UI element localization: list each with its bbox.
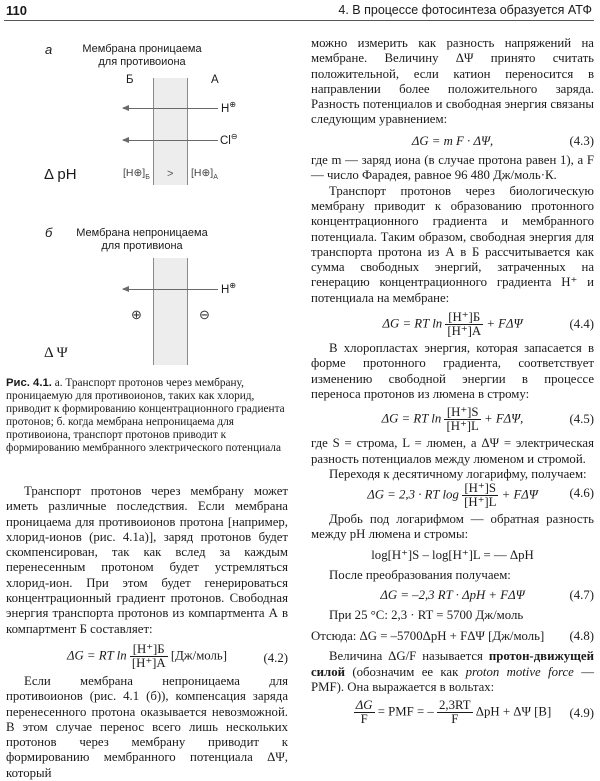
caption-text: а. Транспорт протонов через мембрану, проницаемую для противоионов, таких как хлорид, приводит к формированию концентрационного градиента протонов; б. когда мембрана непроницаема для противоиона, транспорт протонов приводит к формированию мембранного электрического потенциала bbox=[6, 377, 285, 455]
left-column bbox=[6, 484, 288, 781]
panel-a-title: Мембрана проницаема для противоиона bbox=[82, 43, 202, 68]
running-title: 4. В процессе фотосинтеза образуется АТФ bbox=[338, 3, 592, 17]
h-ion-arrow-b bbox=[123, 289, 218, 290]
h-ion-label: H⊕ bbox=[221, 100, 237, 115]
paragraph: где m — заряд иона (в случае протона равен 1), а F — число Фарадея, равное 96 480 Дж/моль·К. bbox=[311, 153, 594, 183]
panel-letter-a: а bbox=[45, 42, 53, 57]
paragraph: Транспорт протонов через мембрану может иметь различные последствия. Если мембрана проницаема для противоионов протона [например, хлорид-ионов (рис. 4.1а)], заряд протонов будет скомпенсирован, так как вслед за каждым перенесенным протоном будет устремляться хлорид-ион. При этом будет генерироваться концентрационный градиент протонов. Свободная энергия транспорта протонов из компартмента А в компартмент Б составляет: bbox=[6, 484, 288, 636]
figure-panel-b bbox=[0, 0, 300, 380]
equation-4-7: ΔG = –2,3 RT · ΔpH + FΔΨ (4.7) bbox=[380, 588, 594, 603]
panel-b-title: Мембрана непроницаема для противиона bbox=[76, 227, 208, 252]
greater-than: > bbox=[167, 168, 174, 180]
page-number: 110 bbox=[6, 3, 27, 18]
negative-charge-icon: ⊖ bbox=[199, 307, 210, 322]
conc-right: $[H\oplus]_А$ bbox=[191, 167, 218, 182]
panel-letter-b: б bbox=[45, 225, 53, 240]
paragraph: Дробь под логарифмом — обратная разность между pH люмена и стромы: bbox=[311, 512, 594, 542]
paragraph: После преобразования получаем: bbox=[329, 568, 511, 583]
paragraph: можно измерить как разность напряжений на мембране. Величину ΔΨ принято считать положительной, если катион переносится в направлении более положительного заряда. Разность потенциалов и свободная энергия связаны следующим уравнением: bbox=[311, 36, 594, 127]
equation-4-9: $\frac{\Delta G}{F}$ = PMF = – $\frac{2,3RT}{F}$ ΔpH + ΔΨ [B] (4.9) bbox=[355, 698, 594, 727]
paragraph: В хлоропластах энергия, которая запасается в форме протонного градиента, соответствует изменению свободной энергии в процессе переноса протонов из люмена в строму: bbox=[311, 341, 594, 401]
delta-psi-label: Δ Ψ bbox=[44, 345, 68, 361]
equation-4-5: ΔG = RT ln $\frac{[H^+]S}{[H^+]L}$ + FΔΨ, (4.5) bbox=[381, 405, 594, 434]
equation-4-6: ΔG = 2,3 · RT log $\frac{[H^+]S}{[H^+]L}$ + FΔΨ (4.6) bbox=[367, 481, 594, 510]
compartment-a-label: А bbox=[211, 74, 219, 86]
cl-ion-label: Cl⊖ bbox=[220, 132, 238, 147]
compartment-b-label: Б bbox=[126, 74, 134, 86]
paragraph: Величина ΔG/F называется протон-движущей силой (обозначим ее как proton motive force — PMF). Она выражается в вольтах: bbox=[311, 649, 594, 694]
figure-caption bbox=[6, 377, 296, 456]
paragraph: Переходя к десятичному логарифму, получаем: bbox=[329, 466, 587, 481]
paragraph: Если мембрана непроницаема для противоионов (рис. 4.1 (б)), компенсация заряда перенесенного протона оказывается невозможной. В этом случае перенос всего лишь нескольких протонов через мембрану приводит к формированию мембранного потенциала ΔΨ, который bbox=[6, 673, 288, 780]
equation-4-8: Отсюда: ΔG = –5700ΔpH + FΔΨ [Дж/моль] (4.8) bbox=[311, 628, 594, 643]
equation-4-3: ΔG = m F · ΔΨ, (4.3) bbox=[411, 133, 594, 148]
conc-left: $[H\oplus]_Б$ bbox=[123, 167, 150, 182]
term-proton-motive-force: протон-движущей силой bbox=[311, 649, 594, 679]
positive-charge-icon: ⊕ bbox=[131, 307, 142, 322]
paragraph: где S = строма, L = люмен, а ΔΨ = электрическая разность потенциалов между люменом и стромой. bbox=[311, 436, 594, 466]
equation-4-2: ΔG = RT ln $\frac{[H^+]Б}{[H^+]А}$ [Дж/моль] (4.2) bbox=[66, 641, 288, 670]
paragraph: Транспорт протонов через биологическую мембрану приводит к образованию протонного концентрационного градиента и мембранного потенциала. Таким образом, свободная энергия для транспорта протона из А в Б рассчитывается как сумма свободных энергий, затраченных на генерацию концентрационного градиента H⁺ и потенциала на мембране: bbox=[311, 183, 594, 305]
temperature-line: При 25 °C: 2,3 · RT = 5700 Дж/моль bbox=[329, 607, 524, 622]
equation-4-4: ΔG = RT ln $\frac{[H^+]Б}{[H^+]А}$ + FΔΨ (4.4) bbox=[382, 310, 594, 339]
caption-label: Рис. 4.1. bbox=[6, 377, 52, 389]
right-column bbox=[311, 36, 594, 726]
membrane-b bbox=[153, 258, 188, 365]
equation-number: (4.2) bbox=[263, 650, 288, 665]
delta-ph-label: Δ pH bbox=[44, 166, 77, 183]
equation-log: log[H⁺]S – log[H⁺]L = — ΔpH bbox=[371, 547, 534, 562]
h-ion-label-b: H⊕ bbox=[221, 281, 237, 296]
